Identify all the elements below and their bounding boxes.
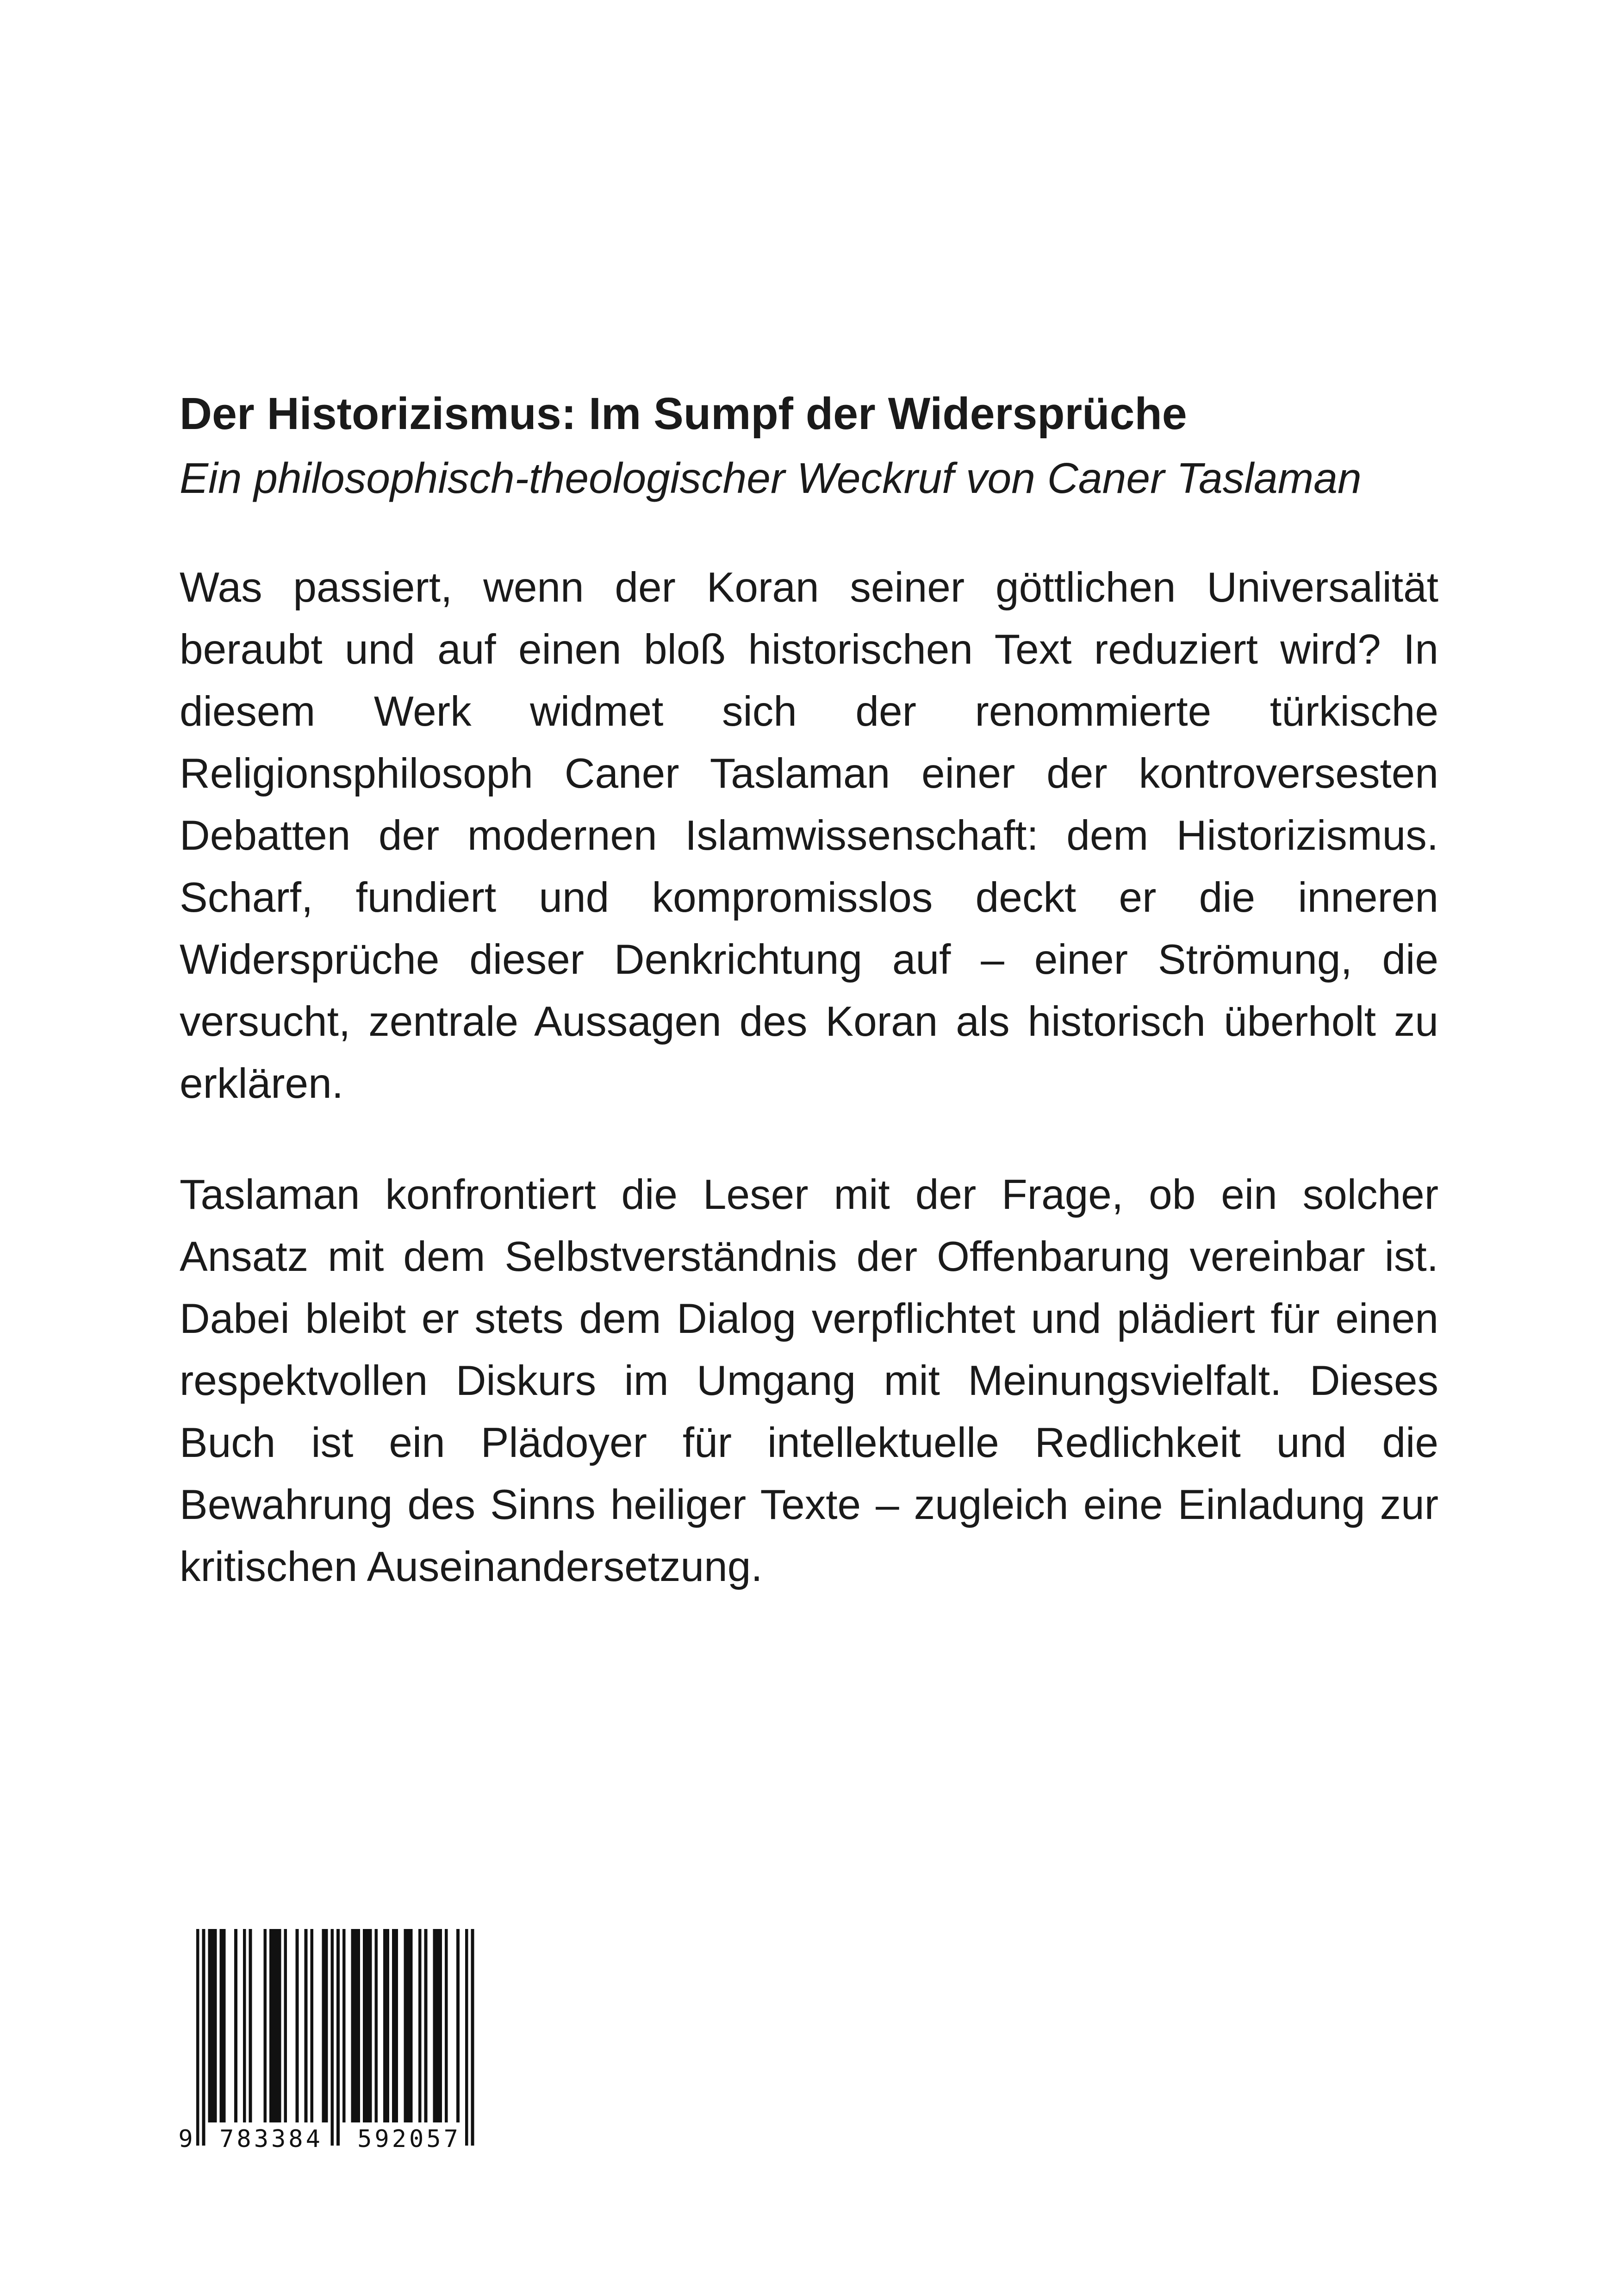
blurb-paragraph-1: Was passiert, wenn der Koran seiner göttlichen Universalität beraubt und auf einen bloß historischen Text reduziert wird? In diesem Werk widmet sich der renommierte türkische Religionsphilosoph Caner Taslaman einer der kontroversesten Debatten der modernen Islamwissenschaft: dem Historizismus. Scharf, fundiert und kompromisslos deckt er die inneren Widersprüche dieser Denkrichtung auf – einer Strömung, die versucht, zentrale Aussagen des Koran als historisch überholt zu erklären. [180,564,1438,1107]
barcode-digits-right-group: 592057 [357,2125,461,2153]
blurb-section [180,386,1438,1598]
barcode-digits-left-group: 783384 [219,2125,323,2153]
book-title: Der Historizismus: Im Sumpf der Widersprüche [180,388,1187,439]
barcode-bars [180,1929,476,2147]
blurb-paragraph-2: Taslaman konfrontiert die Leser mit der Frage, ob ein solcher Ansatz mit dem Selbstverständnis der Offenbarung vereinbar ist. Dabei bleibt er stets dem Dialog verpflichtet und plädiert für einen respektvollen Diskurs im Umgang mit Meinungsvielfalt. Dieses Buch ist ein Plädoyer für intellektuelle Redlichkeit und die Bewahrung des Sinns heiliger Texte – zugleich eine Einladung zur kritischen Auseinandersetzung. [180,1171,1438,1590]
book-subtitle: Ein philosophisch-theologischer Weckruf von Caner Taslaman [180,454,1362,503]
blurb-text [180,557,1438,1598]
barcode [180,1929,476,2163]
barcode-digits [180,2122,476,2155]
barcode-digit-first: 9 [178,2125,196,2153]
